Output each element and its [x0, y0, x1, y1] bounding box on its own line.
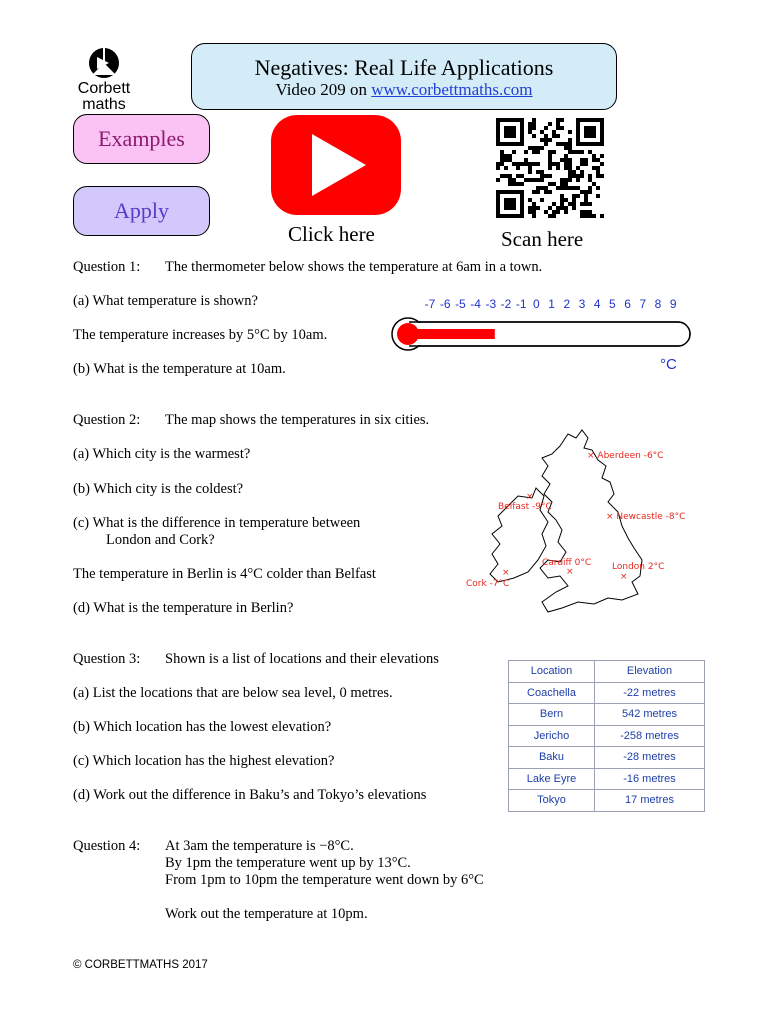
elevation-cell: 542 metres: [595, 704, 705, 726]
elevation-cell: -258 metres: [595, 725, 705, 747]
map-marker-icon: ×: [526, 492, 534, 502]
question-3b: (b) Which location has the lowest elevation?: [73, 719, 332, 735]
thermometer-scale-label: 7: [639, 297, 647, 311]
examples-button[interactable]: Examples: [73, 114, 210, 164]
question-2a: (a) Which city is the warmest?: [73, 446, 251, 462]
apply-button[interactable]: Apply: [73, 186, 210, 236]
thermometer-scale-label: 8: [654, 297, 662, 311]
video-prefix: Video 209 on: [275, 80, 372, 99]
location-cell: Baku: [509, 747, 595, 769]
thermometer-scale-label: 0: [533, 297, 540, 311]
map-marker-icon: ×: [606, 512, 617, 522]
map-city-belfast-label: Belfast -9°C: [498, 502, 552, 512]
elevation-cell: -28 metres: [595, 747, 705, 769]
map-city-belfast: [498, 492, 552, 512]
map-marker-icon: ×: [587, 451, 598, 461]
question-2-label: Question 2:: [73, 412, 141, 428]
table-row: [509, 682, 705, 704]
thermometer-scale-label: 5: [609, 297, 616, 311]
question-4-label: Question 4:: [73, 838, 141, 854]
thermometer-icon: [382, 292, 694, 380]
map-city-london: [612, 562, 665, 582]
elevation-cell: -22 metres: [595, 682, 705, 704]
question-2d: (d) What is the temperature in Berlin?: [73, 600, 294, 616]
map-city-aberdeen-label: Aberdeen -6°C: [597, 451, 664, 461]
question-3c: (c) Which location has the highest elevation?: [73, 753, 335, 769]
table-header-row: [509, 661, 705, 683]
table-row: [509, 768, 705, 790]
question-3-label: Question 3:: [73, 651, 141, 667]
corbettmaths-logo: [74, 46, 134, 112]
copyright-footer: © CORBETTMATHS 2017: [73, 959, 208, 971]
question-3a: (a) List the locations that are below sea level, 0 metres.: [73, 685, 393, 701]
question-2b: (b) Which city is the coldest?: [73, 481, 244, 497]
question-2-intro: The map shows the temperatures in six cities.: [165, 412, 430, 428]
question-1b: (b) What is the temperature at 10am.: [73, 361, 286, 377]
thermometer-scale-label: 1: [548, 297, 555, 311]
location-cell: Coachella: [509, 682, 595, 704]
table-row: [509, 704, 705, 726]
map-marker-icon: ×: [502, 568, 510, 578]
question-1-intro: The thermometer below shows the temperature at 6am in a town.: [165, 259, 543, 275]
map-city-aberdeen: [587, 451, 663, 461]
thermometer-scale-label: -4: [470, 297, 481, 311]
question-2c: (c) What is the difference in temperature between: [73, 515, 361, 531]
table-row: [509, 747, 705, 769]
play-icon: [270, 114, 402, 216]
map-city-newcastle: [606, 512, 685, 522]
thermometer-mercury: [408, 329, 495, 339]
scan-here-caption[interactable]: Scan here: [501, 227, 584, 251]
logo-icon: [74, 46, 134, 80]
qr-code[interactable]: [496, 118, 604, 218]
thermometer-unit: °C: [660, 356, 677, 373]
uk-map-figure: [462, 426, 702, 618]
click-here-caption[interactable]: Click here: [288, 222, 375, 246]
question-4-line-3: From 1pm to 10pm the temperature went down by 6°C: [165, 872, 484, 888]
logo-line-1: Corbett: [77, 80, 131, 97]
title-box: [191, 43, 617, 110]
thermometer-scale-label: 2: [563, 297, 571, 311]
map-city-cardiff-label: Cardiff 0°C: [542, 558, 592, 568]
column-header-elevation: Elevation: [595, 661, 705, 683]
question-4-task: Work out the temperature at 10pm.: [165, 906, 368, 922]
thermometer-scale-label: -3: [485, 297, 497, 311]
map-city-cork: [466, 568, 510, 589]
thermometer-scale-label: -5: [455, 297, 466, 311]
page-title: Negatives: Real Life Applications: [254, 55, 554, 80]
question-1-label: Question 1:: [73, 259, 141, 275]
map-city-cork-label: Cork -7°C: [466, 579, 510, 589]
thermometer-scale-label: -6: [439, 297, 451, 311]
question-3-intro: Shown is a list of locations and their elevations: [165, 651, 439, 667]
map-city-cardiff: [542, 558, 592, 577]
question-1-statement: The temperature increases by 5°C by 10am.: [73, 327, 328, 343]
thermometer-figure: [382, 292, 694, 380]
thermometer-scale-label: -2: [500, 297, 512, 311]
location-cell: Jericho: [509, 725, 595, 747]
question-2c-continued: London and Cork?: [106, 532, 215, 548]
map-city-london-label: London 2°C: [612, 562, 665, 572]
thermometer-scale-label: 3: [578, 297, 586, 311]
uk-ireland-map-icon: [462, 426, 702, 618]
column-header-location: Location: [509, 661, 595, 683]
thermometer-scale-label: 4: [593, 297, 601, 311]
thermometer-scale-label: 6: [624, 297, 631, 311]
video-reference: [192, 80, 616, 100]
thermometer-scale-label: 9: [669, 297, 677, 311]
thermometer-scale-label: -1: [515, 297, 527, 311]
video-play-button[interactable]: [270, 114, 402, 216]
question-4-line-1: At 3am the temperature is −8°C.: [165, 838, 354, 854]
elevation-cell: 17 metres: [595, 790, 705, 812]
qr-code-icon: [496, 118, 604, 218]
map-marker-icon: ×: [566, 567, 574, 577]
question-1a: (a) What temperature is shown?: [73, 293, 258, 309]
map-city-newcastle-label: Newcastle -8°C: [616, 512, 686, 522]
thermometer-scale-label: -7: [424, 297, 436, 311]
location-cell: Bern: [509, 704, 595, 726]
question-2-statement: The temperature in Berlin is 4°C colder than Belfast: [73, 566, 376, 582]
question-4-line-2: By 1pm the temperature went up by 13°C.: [165, 855, 411, 871]
table-row: [509, 725, 705, 747]
logo-line-2: maths: [82, 96, 126, 113]
question-3d: (d) Work out the difference in Baku’s and Tokyo’s elevations: [73, 787, 427, 803]
table-row: [509, 790, 705, 812]
map-marker-icon: ×: [620, 572, 628, 582]
elevation-table: [508, 660, 705, 812]
location-cell: Lake Eyre: [509, 768, 595, 790]
elevation-cell: -16 metres: [595, 768, 705, 790]
location-cell: Tokyo: [509, 790, 595, 812]
corbettmaths-link[interactable]: www.corbettmaths.com: [371, 80, 533, 99]
